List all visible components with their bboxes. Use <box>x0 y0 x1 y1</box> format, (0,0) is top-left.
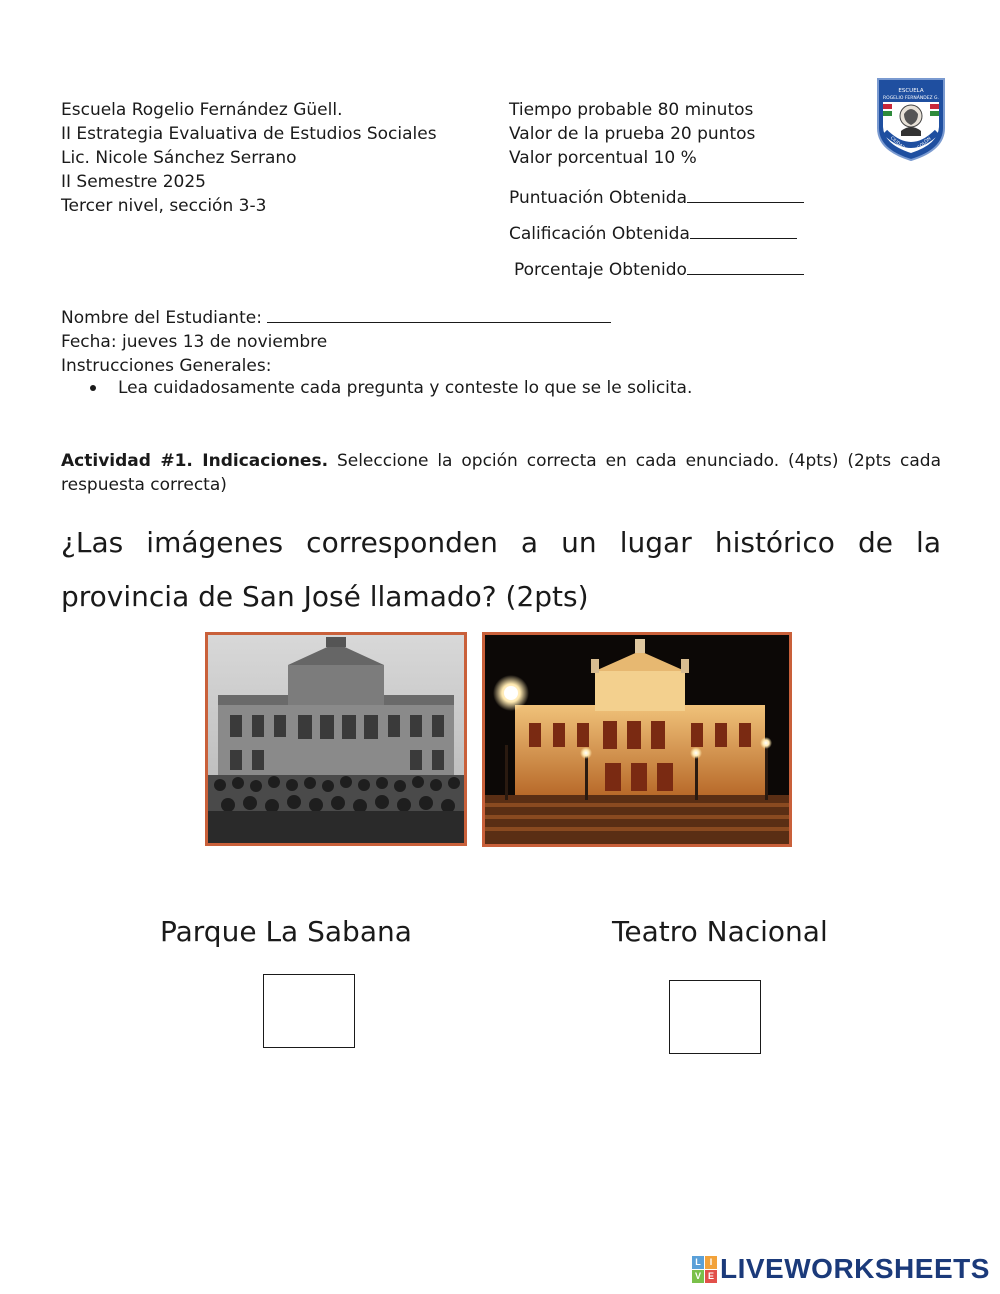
score-obtained <box>509 184 804 208</box>
school-crest <box>875 76 947 162</box>
percent-obtained-label: Porcentaje Obtenido <box>514 260 687 280</box>
evaluation-title: II Estrategia Evaluativa de Estudios Sociales <box>61 124 437 144</box>
school-info <box>61 98 437 218</box>
score-obtained-blank[interactable] <box>687 184 804 203</box>
date-line: Fecha: jueves 13 de noviembre <box>61 332 328 352</box>
logo-letter: I <box>705 1256 717 1269</box>
student-name-label: Nombre del Estudiante: <box>61 308 262 328</box>
test-percent: Valor porcentual 10 % <box>509 148 697 168</box>
student-name-blank[interactable] <box>267 304 611 323</box>
crest-top-text: ESCUELA <box>898 88 924 94</box>
option-label-teatro-nacional: Teatro Nacional <box>612 915 828 948</box>
student-section <box>61 304 611 378</box>
grade-obtained-label: Calificación Obtenida <box>509 224 690 244</box>
activity-instructions <box>61 449 941 497</box>
test-time: Tiempo probable 80 minutos <box>509 100 754 120</box>
crest-bottom-left-text: CIUDAD <box>888 136 906 152</box>
grade-section: Tercer nivel, sección 3-3 <box>61 196 267 216</box>
option-label-parque-la-sabana: Parque La Sabana <box>160 915 412 948</box>
liveworksheets-logo-icon <box>692 1256 716 1282</box>
crest-bottom-right-text: COLÓN <box>916 136 933 151</box>
option-checkbox-parque-la-sabana[interactable] <box>263 974 355 1048</box>
student-name-row <box>61 304 611 330</box>
test-value: Valor de la prueba 20 puntos <box>509 124 756 144</box>
crest-shield-icon <box>875 76 947 162</box>
night-theatre-image <box>485 635 789 844</box>
liveworksheets-brand <box>692 1252 990 1286</box>
question-text: ¿Las imágenes corresponden a un lugar histórico de la provincia de San José llamado? (2pts) <box>61 526 941 613</box>
instructions-title: Instrucciones Generales: <box>61 356 272 376</box>
grade-obtained-blank[interactable] <box>690 220 797 239</box>
activity-text: Seleccione la opción correcta en cada enunciado. (4pts) (2pts cada respuesta correcta) <box>61 451 941 495</box>
instruction-text: Lea cuidadosamente cada pregunta y conteste lo que se le solicita. <box>118 378 693 398</box>
logo-letter: L <box>692 1256 704 1269</box>
teacher-name: Lic. Nicole Sánchez Serrano <box>61 148 297 168</box>
activity-title: Actividad #1. Indicaciones. <box>61 451 329 471</box>
school-name: Escuela Rogelio Fernández Güell. <box>61 100 343 120</box>
option-checkbox-teatro-nacional[interactable] <box>669 980 761 1054</box>
crest-name-text: ROGELIO FERNÁNDEZ G. <box>883 96 939 101</box>
brand-name: LIVEWORKSHEETS <box>720 1253 990 1284</box>
percent-obtained-blank[interactable] <box>687 256 804 275</box>
score-obtained-label: Puntuación Obtenida <box>509 188 688 208</box>
instruction-item <box>90 376 692 400</box>
test-info <box>509 98 755 170</box>
grade-obtained <box>509 220 797 244</box>
historic-photo <box>205 632 467 846</box>
bullet-icon <box>90 385 96 391</box>
semester: II Semestre 2025 <box>61 172 206 192</box>
logo-letter: V <box>692 1270 704 1283</box>
percent-obtained <box>514 256 804 280</box>
night-photo <box>482 632 792 847</box>
logo-letter: E <box>705 1270 717 1283</box>
historic-theatre-image <box>208 635 464 843</box>
